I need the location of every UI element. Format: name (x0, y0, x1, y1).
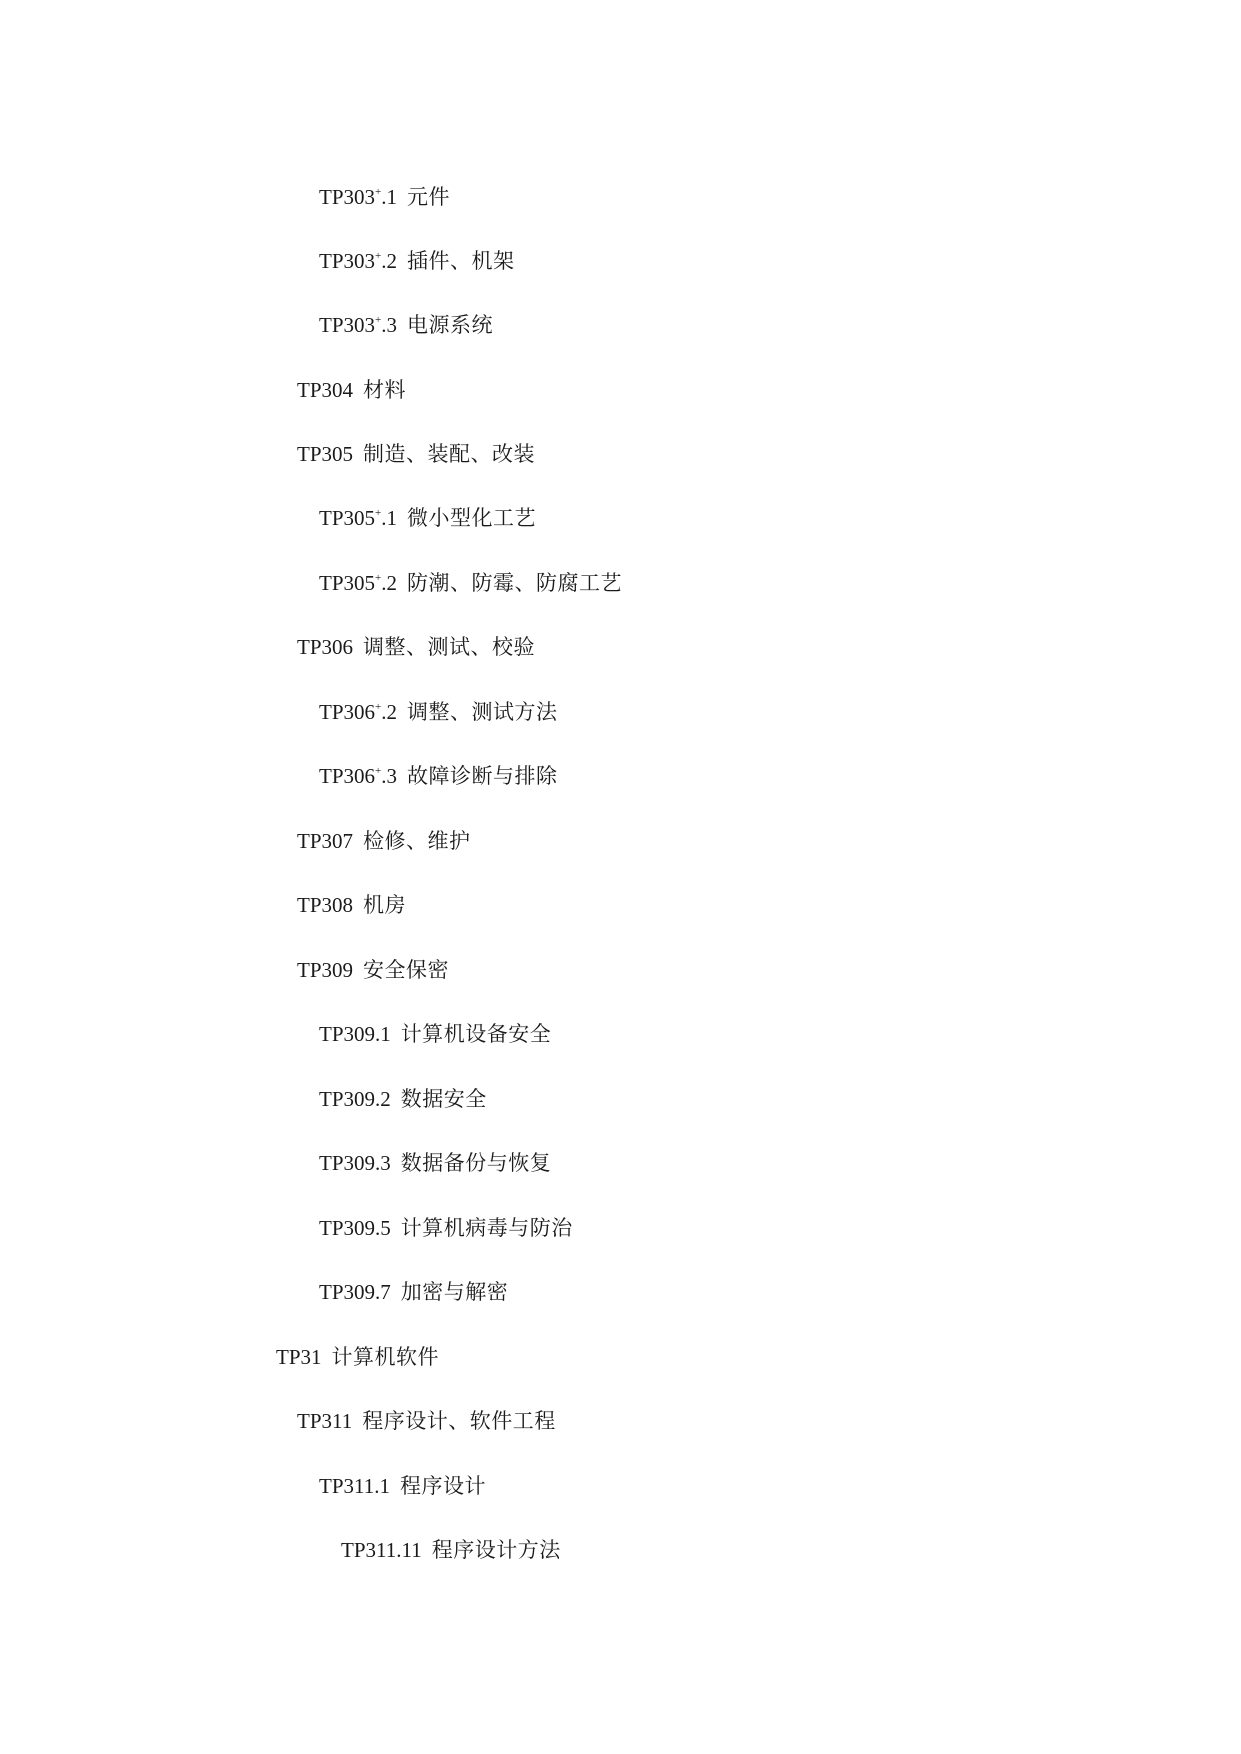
entry-code: TP311.11 (341, 1538, 422, 1562)
entry-code: TP309 (297, 958, 354, 982)
entry-code-suffix: .1 (381, 506, 397, 530)
entry-code: TP309.3 (319, 1151, 391, 1175)
entry-superscript: + (375, 186, 382, 198)
entry-title: 插件、机架 (406, 249, 515, 273)
entry-title: 元件 (406, 185, 450, 209)
entry-title: 计算机设备安全 (400, 1022, 552, 1046)
entry-code: TP306 (297, 635, 354, 659)
entry-title: 安全保密 (363, 958, 450, 982)
entry-superscript: + (375, 507, 382, 519)
classification-entry (297, 956, 449, 984)
classification-entry (319, 569, 622, 597)
entry-superscript: + (375, 314, 382, 326)
entry-title: 材料 (363, 378, 407, 402)
entry-code: TP305 (319, 571, 376, 595)
entry-title: 计算机病毒与防治 (400, 1216, 573, 1240)
entry-title: 电源系统 (406, 313, 493, 337)
classification-entry (319, 1472, 486, 1500)
entry-title: 调整、测试、校验 (363, 635, 536, 659)
entry-title: 加密与解密 (400, 1280, 509, 1304)
entry-code-suffix: .3 (381, 764, 397, 788)
entry-code: TP31 (276, 1345, 322, 1369)
classification-entry (319, 504, 536, 532)
entry-code: TP311 (297, 1409, 353, 1433)
entry-code: TP309.2 (319, 1087, 391, 1111)
classification-entry (319, 698, 557, 726)
entry-code: TP305 (319, 506, 376, 530)
entry-code: TP305 (297, 442, 354, 466)
classification-entry (319, 247, 514, 275)
classification-entry (319, 311, 493, 339)
classification-entry (297, 1407, 556, 1435)
classification-entry (319, 762, 557, 790)
entry-code: TP303 (319, 249, 376, 273)
entry-title: 程序设计方法 (431, 1538, 561, 1562)
entry-code-suffix: .3 (381, 313, 397, 337)
classification-entry (297, 440, 535, 468)
entry-code: TP309.5 (319, 1216, 391, 1240)
classification-entry (319, 1085, 487, 1113)
classification-entry (341, 1536, 561, 1564)
entry-code: TP307 (297, 829, 354, 853)
entry-superscript: + (375, 250, 382, 262)
classification-entry (297, 633, 535, 661)
entry-superscript: + (375, 701, 382, 713)
classification-entry (297, 827, 471, 855)
entry-title: 检修、维护 (363, 829, 471, 853)
entry-code-suffix: .2 (381, 249, 397, 273)
entry-code: TP306 (319, 764, 376, 788)
entry-title: 数据备份与恢复 (400, 1151, 552, 1175)
entry-title: 计算机软件 (331, 1345, 440, 1369)
entry-title: 数据安全 (400, 1087, 487, 1111)
entry-title: 程序设计 (399, 1474, 486, 1498)
entry-title: 机房 (363, 893, 407, 917)
entry-code-suffix: .1 (381, 185, 397, 209)
classification-entry (319, 183, 450, 211)
classification-entry (297, 891, 406, 919)
classification-entry (297, 376, 406, 404)
entry-code: TP303 (319, 313, 376, 337)
entry-superscript: + (375, 765, 382, 777)
entry-code: TP304 (297, 378, 354, 402)
entry-title: 故障诊断与排除 (406, 764, 558, 788)
entry-code: TP311.1 (319, 1474, 390, 1498)
entry-title: 防潮、防霉、防腐工艺 (406, 571, 622, 595)
entry-superscript: + (375, 572, 382, 584)
entry-title: 程序设计、软件工程 (362, 1409, 556, 1433)
entry-title: 微小型化工艺 (406, 506, 536, 530)
classification-entry (319, 1149, 551, 1177)
entry-code: TP306 (319, 700, 376, 724)
classification-entry (276, 1343, 439, 1371)
entry-code: TP303 (319, 185, 376, 209)
entry-code-suffix: .2 (381, 700, 397, 724)
entry-code: TP308 (297, 893, 354, 917)
entry-code: TP309.1 (319, 1022, 391, 1046)
classification-entry (319, 1214, 573, 1242)
classification-entry (319, 1020, 551, 1048)
entry-code-suffix: .2 (381, 571, 397, 595)
entry-title: 制造、装配、改装 (363, 442, 536, 466)
classification-entry (319, 1278, 508, 1306)
entry-title: 调整、测试方法 (406, 700, 558, 724)
entry-code: TP309.7 (319, 1280, 391, 1304)
